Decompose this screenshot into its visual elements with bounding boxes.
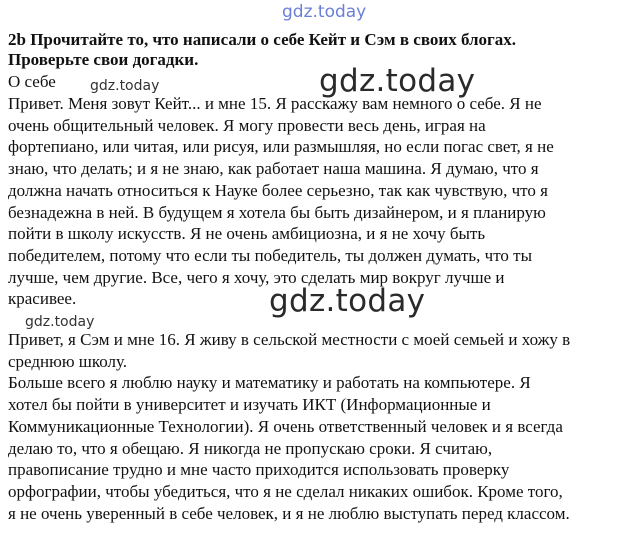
text-line: знаю, что делать; и я не знаю, как работает наша машина. Я думаю, что я (8, 159, 539, 179)
text-line: среднюю школу. (8, 351, 128, 371)
text-line: очень общительный человек. Я могу провести весь день, играя на (8, 115, 486, 135)
text-line: делаю то, что я обещаю. Я никогда не пропускаю сроки. Я считаю, (8, 438, 493, 458)
text-line: красивее. (8, 289, 77, 309)
section-label: О себе (8, 72, 56, 91)
text-line: безнадежна в ней. В будущем я хотела бы быть дизайнером, и я планирую (8, 202, 546, 222)
text-line: пойти в школу искусств. Я не очень амбициозна, и я не хочу быть (8, 224, 486, 244)
sam-blog-text (8, 329, 570, 524)
text-line: хотел бы пойти в университет и изучать ИКТ (Информационные и (8, 395, 491, 415)
text-line: Привет, я Сэм и мне 16. Я живу в сельской местности с моей семьей и хожу в (8, 330, 571, 349)
text-line: Привет. Меня зовут Кейт... и мне 15. Я расскажу вам немного о себе. Я не (8, 94, 542, 113)
kate-blog-text (8, 93, 554, 310)
text-line: фортепиано, или читая, или рисуя, или размышляя, но если погас свет, я не (8, 137, 554, 157)
text-line: я не очень уверенный в себе человек, и я не люблю выступать перед классом. (8, 503, 570, 523)
watermark-top: gdz.today (282, 2, 367, 22)
task-heading (8, 30, 628, 70)
task-heading-line: 2b Прочитайте то, что написали о себе Кейт и Сэм в своих блогах. (8, 30, 517, 49)
text-line: победителем, потому что если ты победитель, ты должен думать, что ты (8, 245, 533, 265)
watermark-small: gdz.today (90, 78, 160, 94)
text-line: лучше, чем другие. Все, чего я хочу, это сделать мир вокруг лучше и (8, 267, 505, 287)
text-line: должна начать относиться к Науке более серьезно, так как чувствую, что я (8, 180, 548, 200)
watermark-small: gdz.today (25, 314, 95, 330)
text-line: Коммуникационные Технологии). Я очень ответственный человек и я всегда (8, 416, 563, 436)
text-line: правописание трудно и мне часто приходится использовать проверку (8, 460, 510, 480)
watermark-large: gdz.today (319, 63, 476, 99)
text-line: Больше всего я люблю науку и математику и работать на компьютере. Я (8, 373, 531, 393)
task-heading-line: Проверьте свои догадки. (8, 50, 199, 69)
watermark-large: gdz.today (269, 283, 426, 319)
text-line: орфографии, чтобы убедиться, что я не сделал никаких ошибок. Кроме того, (8, 481, 563, 501)
